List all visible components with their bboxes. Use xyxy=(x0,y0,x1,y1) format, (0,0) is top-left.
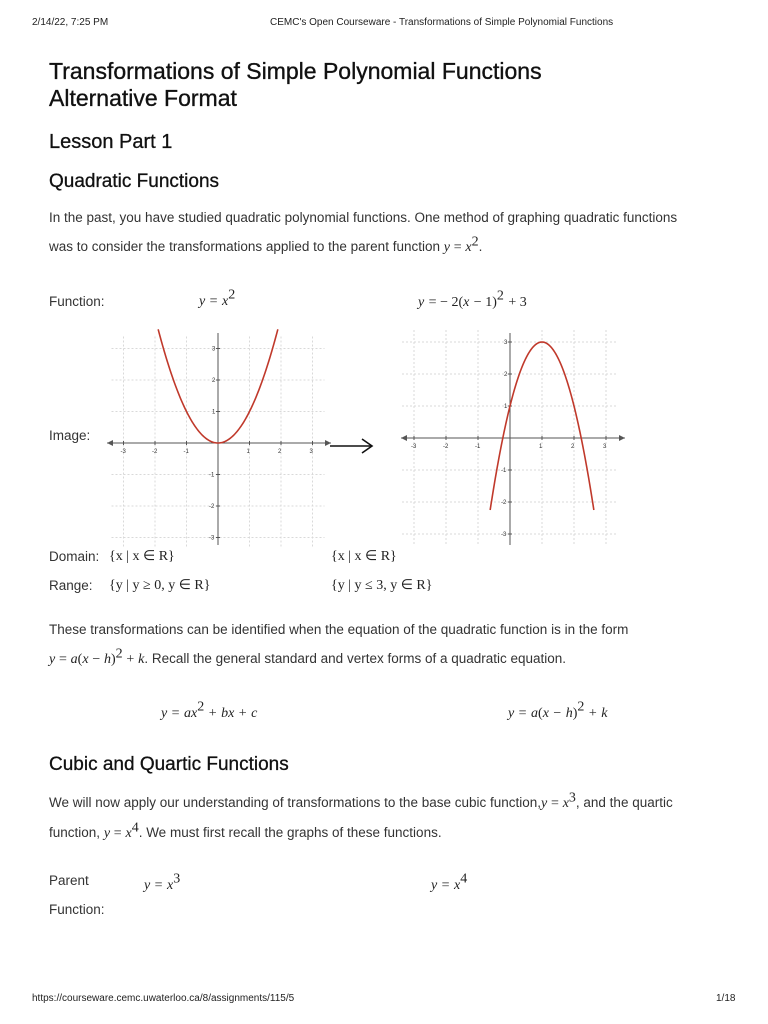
cubic-line-2a: function, xyxy=(49,825,101,840)
print-datetime: 2/14/22, 7:25 PM xyxy=(32,17,109,28)
y-tick-label: 3 xyxy=(212,346,216,353)
transform-line-2: . Recall the general standard and vertex forms of a quadratic equation. xyxy=(144,651,567,666)
intro-paragraph: In the past, you have studied quadratic polynomial functions. One method of graphing quadratic functions was to consider the transformations applied to the parent function $y = x^2$. xyxy=(49,210,678,255)
parent-label-2: Function: xyxy=(49,902,105,917)
domain-transformed: {x | x ∈ R} xyxy=(331,549,397,564)
graph-parent-quadratic xyxy=(103,325,333,547)
y-tick-label: 1 xyxy=(212,409,216,416)
cubic-line-2b: . We must first recall the graphs of these functions. xyxy=(138,825,442,840)
domain-label: Domain: xyxy=(49,549,100,564)
y-tick-label: 1 xyxy=(504,404,508,410)
equation-cubic: $y = x^3$ xyxy=(144,871,181,893)
transform-line-1: These transformations can be identified when the equation of the quadratic function is in the form xyxy=(49,622,629,637)
range-transformed: {y | y ≤ 3, y ∈ R} xyxy=(331,578,433,593)
y-tick-label: -1 xyxy=(501,468,507,474)
graph-transformed-quadratic xyxy=(397,325,627,547)
x-tick-label: 1 xyxy=(246,449,250,455)
y-tick-label: 2 xyxy=(212,378,216,384)
y-tick-label: -2 xyxy=(501,500,507,506)
standard-form-equation: $y = ax^2$ + bx + c xyxy=(161,699,258,721)
equation-transformed-quadratic: y = − $2(x - 1)^2 + 3$ xyxy=(418,288,527,310)
equation-parent-quadratic: $y = x^2$ xyxy=(199,287,236,309)
y-tick-label: -1 xyxy=(209,472,215,479)
y-tick-label: -3 xyxy=(209,535,215,542)
print-url: https://courseware.cemc.uwaterloo.ca/8/assignments/115/5 xyxy=(32,993,295,1004)
print-page-title: CEMC's Open Courseware - Transformations of Simple Polynomial Functions xyxy=(270,17,614,28)
lesson-heading: Lesson Part 1 xyxy=(49,131,173,153)
cubic-line-1a: We will now apply our understanding of transformations to the base cubic function, xyxy=(49,795,542,810)
transform-paragraph: These transformations can be identified when the equation of the quadratic function is in the form $y = a(x - h)^2 + k$. Recall the general standard and vertex forms of a quadratic equation. xyxy=(49,622,629,667)
x-tick-label: 2 xyxy=(278,449,282,455)
x-tick-label: -2 xyxy=(443,444,449,450)
parent-function-math: y xyxy=(443,240,450,255)
x-tick-label: -2 xyxy=(152,449,158,455)
x-tick-label: 3 xyxy=(309,449,313,455)
x-tick-label: 1 xyxy=(539,444,543,450)
parent-function-label xyxy=(49,866,105,924)
range-label: Range: xyxy=(49,578,93,593)
y-tick-label: 3 xyxy=(504,340,508,346)
cubic-paragraph: We will now apply our understanding of transformations to the base cubic function,y = $x^3$, and the quartic function, $y = x^4$. We must first recall the graphs of these functions. xyxy=(49,790,673,841)
parent-label-1: Parent xyxy=(49,873,89,888)
x-tick-label: -1 xyxy=(475,444,481,450)
x-tick-label: 3 xyxy=(603,444,607,450)
page-title xyxy=(49,58,729,112)
function-label: Function: xyxy=(49,294,105,309)
y-tick-label: -2 xyxy=(209,504,215,510)
y-tick-label: -3 xyxy=(501,532,507,538)
domain-parent: {x | x ∈ R} xyxy=(109,549,175,564)
equation-quartic: $y = x^4$ xyxy=(431,871,468,893)
x-tick-label: 2 xyxy=(571,444,575,450)
x-tick-label: -1 xyxy=(183,449,189,455)
intro-line-1: In the past, you have studied quadratic polynomial functions. One method of graphing quadratic functions xyxy=(49,210,678,225)
title-line-2: Alternative Format xyxy=(49,85,237,111)
vertex-form-equation: $y = a(x - h)^2 + k$ xyxy=(508,699,608,721)
cubic-line-1b: , and the quartic xyxy=(575,795,673,810)
intro-line-2: was to consider the transformations applied to the parent function xyxy=(49,239,440,254)
image-label: Image: xyxy=(49,428,91,443)
print-page-number: 1/18 xyxy=(716,993,736,1004)
arrow-right-icon xyxy=(328,436,376,456)
y-tick-label: 2 xyxy=(504,372,508,378)
quadratic-heading: Quadratic Functions xyxy=(49,171,220,192)
title-line-1: Transformations of Simple Polynomial Functions xyxy=(49,58,542,84)
cubic-quartic-heading: Cubic and Quartic Functions xyxy=(49,754,289,775)
x-tick-label: -3 xyxy=(411,444,417,450)
x-tick-label: -3 xyxy=(120,449,126,455)
range-parent: {y | y ≥ 0, y ∈ R} xyxy=(109,578,211,593)
